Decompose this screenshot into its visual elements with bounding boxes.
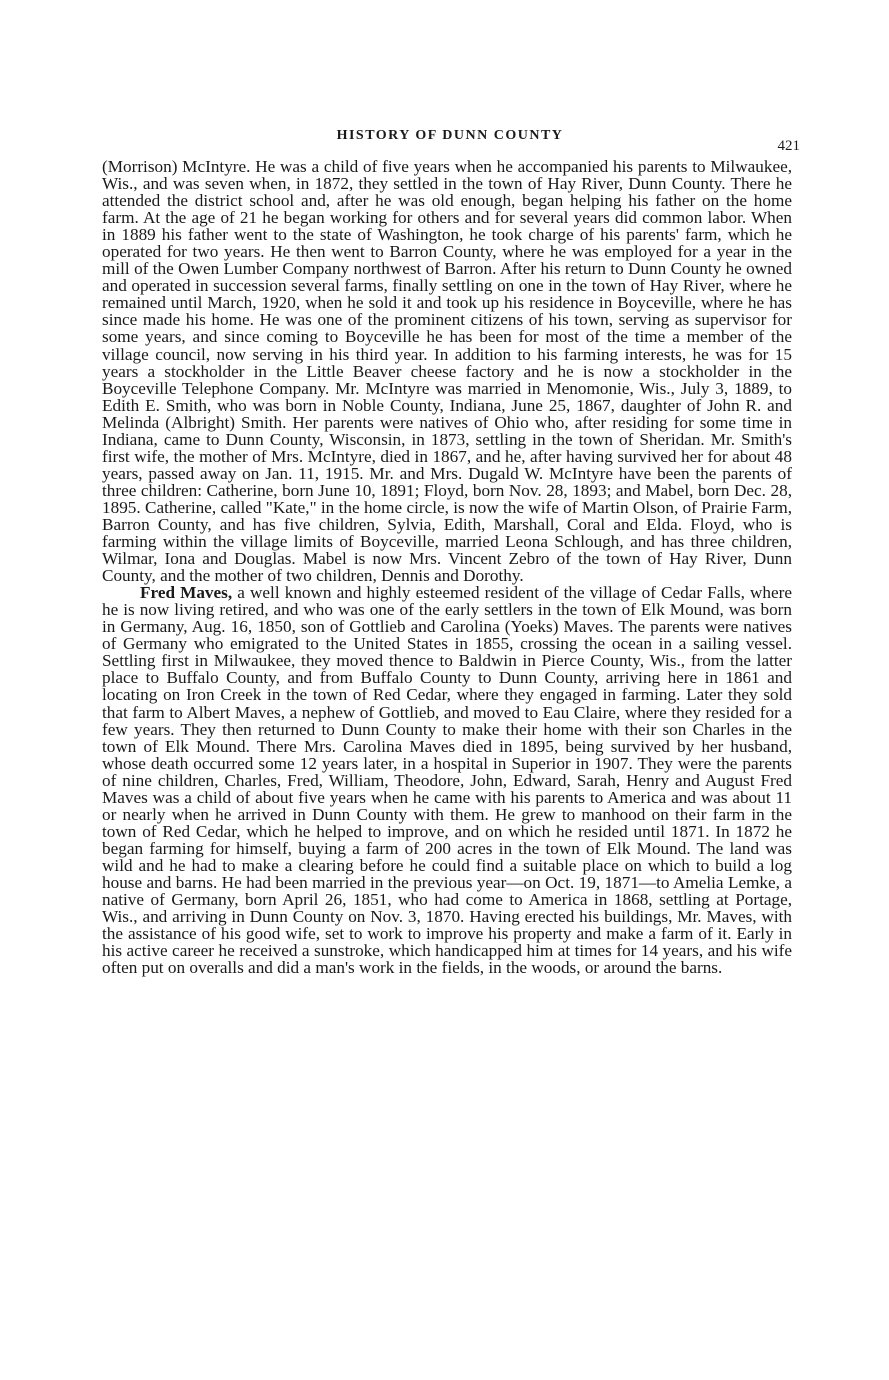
body-text xyxy=(102,158,792,976)
page-header xyxy=(100,128,800,154)
paragraph-mcintyre: (Morrison) McIntyre. He was a child of five years when he accompanied his parents to Milwaukee, Wis., and was seven when, in 1872, they settled in the town of Hay River, Dunn County. There he attended the district school and, after he was old enough, began helping his father on the home farm. At the age of 21 he began working for others and for several years did common labor. When in 1889 his father went to the state of Washington, he took charge of his parents' farm, which he operated for two years. He then went to Barron County, where he was employed for a year in the mill of the Owen Lumber Company northwest of Barron. After his return to Dunn County he owned and operated in succession several farms, finally settling on one in the town of Hay River, where he remained until March, 1920, when he sold it and took up his residence in Boyceville, where he has since made his home. He was one of the prominent citizens of his town, serving as supervisor for some years, and since coming to Boyceville he has been for most of the time a member of the village council, now serving in his third year. In addition to his farming interests, he was for 15 years a stockholder in the Little Beaver cheese factory and he is now a stockholder in the Boyceville Telephone Company. Mr. McIntyre was married in Menomonie, Wis., July 3, 1889, to Edith E. Smith, who was born in Noble County, Indiana, June 25, 1867, daughter of John R. and Melinda (Albright) Smith. Her parents were natives of Ohio who, after residing for some time in Indiana, came to Dunn County, Wisconsin, in 1873, settling in the town of Sheridan. Mr. Smith's first wife, the mother of Mrs. McIntyre, died in 1867, and he, after having survived her for about 48 years, passed away on Jan. 11, 1915. Mr. and Mrs. Dugald W. McIntyre have been the parents of three children: Catherine, born June 10, 1891; Floyd, born Nov. 28, 1893; and Mabel, born Dec. 28, 1895. Catherine, called "Kate," in the home circle, is now the wife of Martin Olson, of Prairie Farm, Barron County, and has five children, Sylvia, Edith, Marshall, Coral and Elda. Floyd, who is farming within the village limits of Boyceville, married Leona Schlough, and has three children, Wilmar, Iona and Douglas. Mabel is now Mrs. Vincent Zebro of the town of Hay River, Dunn County, and the mother of two children, Dennis and Dorothy. xyxy=(102,157,792,586)
paragraph-fred-maves xyxy=(102,584,792,976)
running-head-title: HISTORY OF DUNN COUNTY xyxy=(336,128,564,143)
page-number: 421 xyxy=(777,138,800,154)
paragraph-fred-maves-text: a well known and highly esteemed resident of the village of Cedar Falls, where he is now living retired, and who was one of the early settlers in the town of Elk Mound, was born in Germany, Aug. 16, 1850, son of Gottlieb and Carolina (Yoeks) Maves. The parents were natives of Germany who emigrated to the United States in 1855, crossing the ocean in a sailing vessel. Settling first in Milwaukee, they moved thence to Baldwin in Pierce County, Wis., from the latter place to Buffalo County, and from Buffalo County to Dunn County, arriving here in 1861 and locating on Iron Creek in the town of Red Cedar, where they engaged in farming. Later they sold that farm to Albert Maves, a nephew of Gottlieb, and moved to Eau Claire, where they resided for a few years. They then returned to Dunn County to make their home with their son Charles in the town of Elk Mound. There Mrs. Carolina Maves died in 1895, being survived by her husband, whose death occurred some 12 years later, in a hospital in Superior in 1907. They were the parents of nine children, Charles, Fred, William, Theodore, John, Edward, Sarah, Henry and August Fred Maves was a child of about five years when he came with his parents to America and was about 11 or nearly when he arrived in Dunn County with them. He grew to manhood on their farm in the town of Red Cedar, which he helped to improve, and on which he resided until 1871. In 1872 he began farming for himself, buying a farm of 200 acres in the town of Elk Mound. The land was wild and he had to make a clearing before he could find a suitable place on which to build a log house and barns. He had been married in the previous year—on Oct. 19, 1871—to Amelia Lemke, a native of Germany, born April 26, 1851, who had come to America in 1868, settling at Portage, Wis., and arriving in Dunn County on Nov. 3, 1870. Having erected his buildings, Mr. Maves, with the assistance of his good wife, set to work to improve his property and make a farm of it. Early in his active career he received a sunstroke, which handicapped him at times for 14 years, and his wife often put on overalls and did a man's work in the fields, in the woods, or around the barns. xyxy=(102,583,793,978)
biography-subject-name: Fred Maves, xyxy=(140,583,233,603)
